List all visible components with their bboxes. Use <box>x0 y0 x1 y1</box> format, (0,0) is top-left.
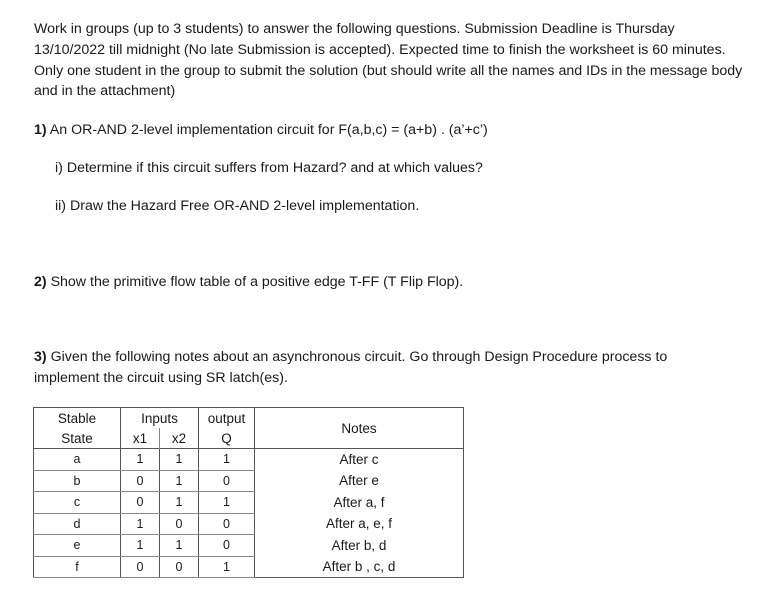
x1-cell: 1 <box>121 535 160 557</box>
q-cell: 1 <box>199 556 255 578</box>
x2-cell: 1 <box>160 449 199 471</box>
question-2-text: Show the primitive flow table of a positive edge T-FF (T Flip Flop). <box>46 274 464 290</box>
table-row <box>34 449 464 471</box>
q-cell: 0 <box>199 470 255 492</box>
state-cell: a <box>34 449 121 471</box>
question-3 <box>34 347 734 389</box>
instructions-paragraph: Work in groups (up to 3 students) to answer the following questions. Submission Deadline is Thursday 13/10/2022 till midnight (No late Submission is accepted). Expected time to finish the worksheet is 60 minutes. Only one student in the group to submit the solution (but should write all the names and IDs in the message body and in the attachment) <box>34 21 743 100</box>
state-cell: b <box>34 470 121 492</box>
header-x2: x2 <box>160 428 199 449</box>
question-1-number: 1) <box>34 122 47 138</box>
q-cell: 0 <box>199 535 255 557</box>
x1-cell: 1 <box>121 449 160 471</box>
x2-cell: 0 <box>160 513 199 535</box>
header-x1: x1 <box>121 428 160 449</box>
header-notes: Notes <box>341 420 377 436</box>
state-cell: d <box>34 513 121 535</box>
question-1-text: An OR-AND 2-level implementation circuit for F(a,b,c) = (a+b) . (a’+c’) <box>46 122 488 138</box>
question-2-number: 2) <box>34 274 47 290</box>
header-stable: Stable <box>34 408 121 429</box>
header-inputs: Inputs <box>121 408 199 429</box>
x1-cell: 1 <box>121 513 160 535</box>
question-1-part-i: i) Determine if this circuit suffers from Hazard? and at which values? <box>55 160 483 176</box>
table-row <box>34 492 464 514</box>
note-cell: After c <box>255 449 464 471</box>
question-2 <box>34 272 463 293</box>
question-3-text: Given the following notes about an asynchronous circuit. Go through Design Procedure process to implement the circuit using SR latch(es). <box>34 349 668 386</box>
x2-cell: 1 <box>160 470 199 492</box>
note-cell: After e <box>339 473 379 489</box>
state-cell: e <box>34 535 121 557</box>
q-cell: 1 <box>199 449 255 471</box>
table-row <box>34 513 464 535</box>
header-state: State <box>34 428 121 449</box>
state-cell: c <box>34 492 121 514</box>
x2-cell: 0 <box>160 556 199 578</box>
note-cell: After a, f <box>333 494 385 510</box>
question-1-part-ii: ii) Draw the Hazard Free OR-AND 2-level implementation. <box>55 198 420 214</box>
table-row <box>34 535 464 557</box>
note-cell: After a, e, f <box>325 516 393 532</box>
x2-cell: 1 <box>160 535 199 557</box>
header-output: output <box>199 408 255 429</box>
question-1 <box>34 120 488 141</box>
state-cell: f <box>34 556 121 578</box>
q-cell: 1 <box>199 492 255 514</box>
state-notes-table <box>33 407 464 578</box>
note-cell: After b , c, d <box>322 559 396 574</box>
question-3-number: 3) <box>34 349 47 365</box>
q-cell: 0 <box>199 513 255 535</box>
header-q: Q <box>199 428 255 449</box>
table-row <box>34 556 464 578</box>
table-row <box>34 470 464 492</box>
x1-cell: 0 <box>121 556 160 578</box>
note-cell: After b, d <box>331 537 387 553</box>
x2-cell: 1 <box>160 492 199 514</box>
x1-cell: 0 <box>121 492 160 514</box>
x1-cell: 0 <box>121 470 160 492</box>
